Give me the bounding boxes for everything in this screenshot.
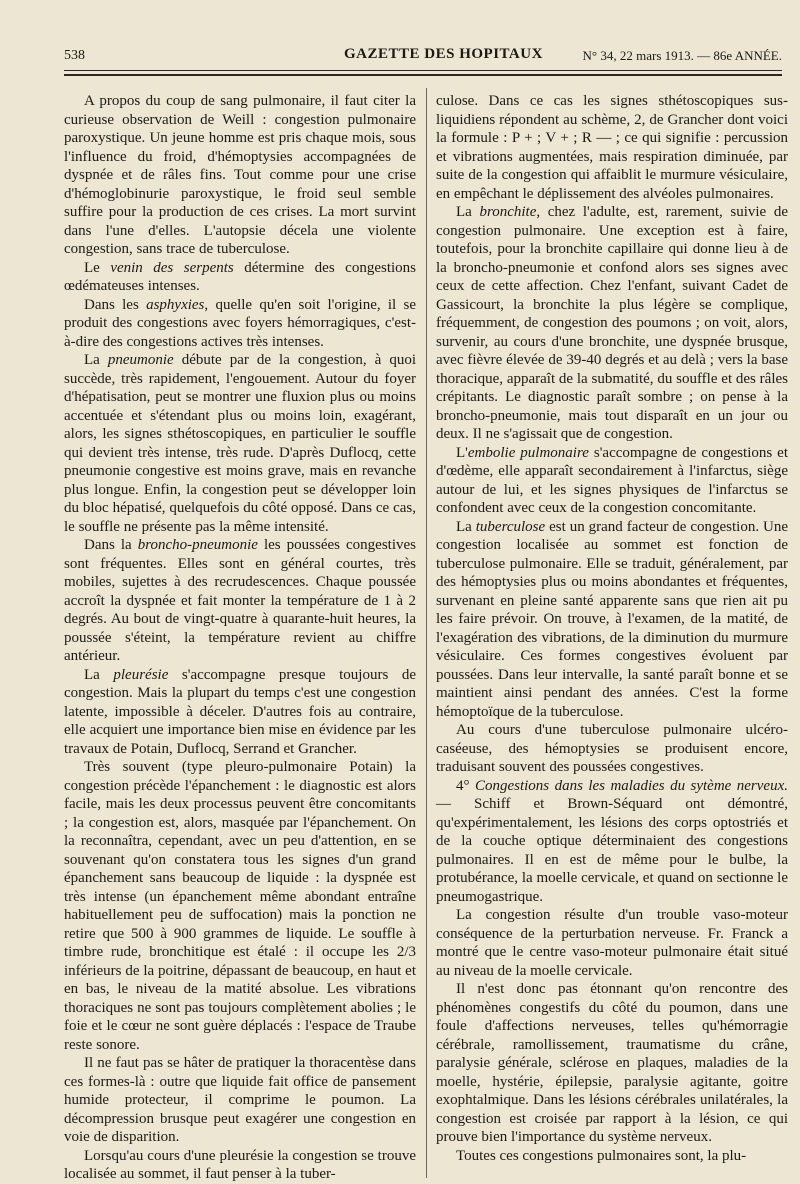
paragraph: Le venin des serpents détermine des congestions œdémateuses intenses. xyxy=(64,259,416,294)
paragraph: Au cours d'une tuberculose pulmonaire ulcéro-caséeuse, des hémoptysies se produisent encore, traduisant souvent des poussées congestives. xyxy=(436,722,788,775)
left-column xyxy=(64,92,416,1184)
paragraph: culose. Dans ce cas les signes sthétoscopiques sus-liquidiens répondent au schème, 2, de Grancher dont voici la formule : P + ; V + ; R — ; ce qui signifie : percussion et vibrations augmentées, mais respiration diminuée, par suite de la congestion qui affaiblit le murmure vésiculaire, en empêchant le déplissement des alvéoles pulmonaires. xyxy=(436,93,788,202)
emphasis: venin des serpents xyxy=(110,259,234,276)
page-number: 538 xyxy=(64,48,85,63)
paragraph: L'embolie pulmonaire s'accompagne de congestions et d'œdème, elle apparaît secondairement à l'infarctus, siège autour de lui, et les signes physiques de l'infarctus se confondent avec ceux de la congestion concomitante. xyxy=(436,444,789,516)
paragraph: La tuberculose est un grand facteur de congestion. Une congestion localisée au sommet est fonction de tuberculose pulmonaire. Elle se traduit, généralement, par des hémoptysies plus ou moins abondantes et fréquentes, survenant en pleine santé apparente sans que rien ait pu les faire prévoir. On trouve, à l'examen, de la matité, de l'exagération des vibrations, de la diminution du murmure vésiculaire. Ces formes congestives évoluent par poussées. Dans leur intervalle, la santé paraît bonne et se maintient ainsi pendant des années. C'est la forme hémoptoïque de la tuberculose. xyxy=(436,518,788,720)
emphasis: Congestions dans les maladies du sytème nerveux. xyxy=(474,777,788,794)
paragraph: La pleurésie s'accompagne presque toujours de congestion. Mais la plupart du temps c'est une congestion latente, impossible à déceler. D'autres fois au contraire, elle acquiert une importance bien mise en évidence par les travaux de Potain, Duflocq, Serrand et Grancher. xyxy=(64,666,416,757)
paragraph: La pneumonie débute par de la congestion, à quoi succède, très rapidement, l'engouement. Autour du foyer d'hépatisation, peut se montrer une fluxion plus ou moins accentuée et s'étendant plus ou moins loin, exagérant, alors, les signes sthétoscopiques, en particulier le souffle qui devient très intense, très rude. D'après Duflocq, cette pneumonie congestive est moins grave, mais en revanche plus longue. Enfin, la congestion peut se développer loin du bloc hépatisé, quelquefois du côté opposé. Dans ce cas, le souffle ne présente pas la même intensité. xyxy=(64,352,416,535)
column-divider xyxy=(426,88,427,1178)
emphasis: tuberculose xyxy=(475,518,546,535)
paragraph: Dans la broncho-pneumonie les poussées congestives sont fréquentes. Elles sont en général courtes, très mobiles, sujettes à des recrudescences. Chaque poussée accroît la dyspnée et fait monter la température de 1 à 2 degrés. Au bout de vingt-quatre à quarante-huit heures, la poussée s'éteint, la température revient au chiffre antérieur. xyxy=(64,537,416,664)
emphasis: bronchite xyxy=(479,204,537,220)
issue-info: N° 34, 22 mars 1913. — 86e ANNÉE. xyxy=(582,48,782,63)
header-rule xyxy=(64,70,782,71)
emphasis: asphyxies xyxy=(146,296,205,313)
paragraph: Toutes ces congestions pulmonaires sont, la plu- xyxy=(456,1147,747,1164)
paragraph: Très souvent (type pleuro-pulmonaire Potain) la congestion précède l'épanchement : le diagnostic est alors facile, mais les deux processus peuvent être concomitants ; la congestion est, alors, masquée par l'épanchement. On la reconnaîtra, cependant, avec un peu d'attention, en se souvenant qu'on constatera tous les signes d'un grand épanchement sans beaucoup de liquide : la dyspnée est très intense (un épanchement même abondant entraîne habituellement peu de suffocation) mais la ponction ne retire que 500 à 900 grammes de liquide. Le souffle à timbre rude, bronchitique est étalé : il occupe les 2/3 inférieurs de la poitrine, dépassant de beaucoup, en haut et en bas, le niveau de la matité absolue. Les vibrations thoraciques ne sont pas toujours complètement abolies ; le foie et le cœur ne sont guère déplacés : l'espace de Traube reste sonore. xyxy=(64,759,416,1053)
paragraph: Lorsqu'au cours d'une pleurésie la congestion se trouve localisée au sommet, il faut penser à la tuber- xyxy=(64,1147,416,1182)
journal-title: GAZETTE DES HOPITAUX xyxy=(344,46,543,62)
paragraph: La congestion résulte d'un trouble vaso-moteur conséquence de la perturbation nerveuse. Fr. Franck a montré que le centre vaso-moteur pulmonaire était situé au niveau de la moelle cervicale. xyxy=(436,907,788,979)
paragraph: A propos du coup de sang pulmonaire, il faut citer la curieuse observation de Weill : congestion pulmonaire paroxystique. Un jeune homme est pris chaque mois, sous l'influence du froid, d'hémoptysies accompagnées de dyspnée et de râles fins. Tout comme pour une crise d'hémoglobinurie paroxystique, le froid seul semble suffire pour la production de ces crises. La mort survint dans l'une d'elles. L'autopsie décela une violente congestion, sans trace de tuberculose. xyxy=(64,93,416,257)
header-rule-double xyxy=(64,74,782,76)
paragraph: Il ne faut pas se hâter de pratiquer la thoracentèse dans ces formes-là : outre que liquide fait office de pansement humide protecteur, il comprime le poumon. La décompression brusque peut exagérer une congestion en voie de disparition. xyxy=(64,1055,416,1145)
page-header xyxy=(64,44,782,70)
right-column xyxy=(436,92,788,1165)
paragraph: La bronchite, chez l'adulte, est, rarement, suivie de congestion pulmonaire. Une exception est à faire, toutefois, pour la bronchite capillaire qui donne lieu à de la broncho-pneumonie et confond alors ses signes avec ceux de cette affection. Chez l'enfant, suivant Cadet de Gassicourt, la bronchite la plus légère se complique, fréquemment, de congestion des poumons ; on voit, alors, survenir, au cours d'une bronchite, une dyspnée brusque, avec fièvre élevée de 39-40 degrés et au delà ; vers la base thoracique, apparaît de la submatité, du souffle et des râles crépitants. Le diagnostic paraît sombre ; on pense à la broncho-pneumonie, mais tout disparaît en un jour ou deux. Il ne s'agissait que de congestion. xyxy=(436,204,788,442)
emphasis: embolie pulmonaire xyxy=(467,444,589,461)
emphasis: pleurésie xyxy=(113,666,169,683)
emphasis: broncho-pneumonie xyxy=(137,537,258,553)
paragraph: 4° Congestions dans les maladies du sytème nerveux. — Schiff et Brown-Séquard ont démontré, qu'expérimentalement, les lésions des corps optostriés et de la couche optique déterminaient des congestions pulmonaires. Il en est de même pour le bulbe, la protubérance, la moelle cervicale, et quand on sectionne le pneumogastrique. xyxy=(436,777,788,905)
paragraph: Dans les asphyxies, quelle qu'en soit l'origine, il se produit des congestions avec foyers hémorragiques, c'est-à-dire des congestions actives très intenses. xyxy=(64,296,416,350)
paragraph: Il n'est donc pas étonnant qu'on rencontre des phénomènes congestifs du côté du poumon, dans une foule d'affections nerveuses, telles qu'hémorragie cérébrale, ramollissement, traumatisme du crâne, paralysie générale, sclérose en plaques, maladies de la moelle, hystérie, épilepsie, paralysie agitante, goitre exophtalmique. Dans les lésions cérébrales unilatérales, la congestion est croisée par rapport à la lésion, ce qui prouve bien l'importance du système nerveux. xyxy=(436,981,788,1145)
emphasis: pneumonie xyxy=(107,352,174,368)
